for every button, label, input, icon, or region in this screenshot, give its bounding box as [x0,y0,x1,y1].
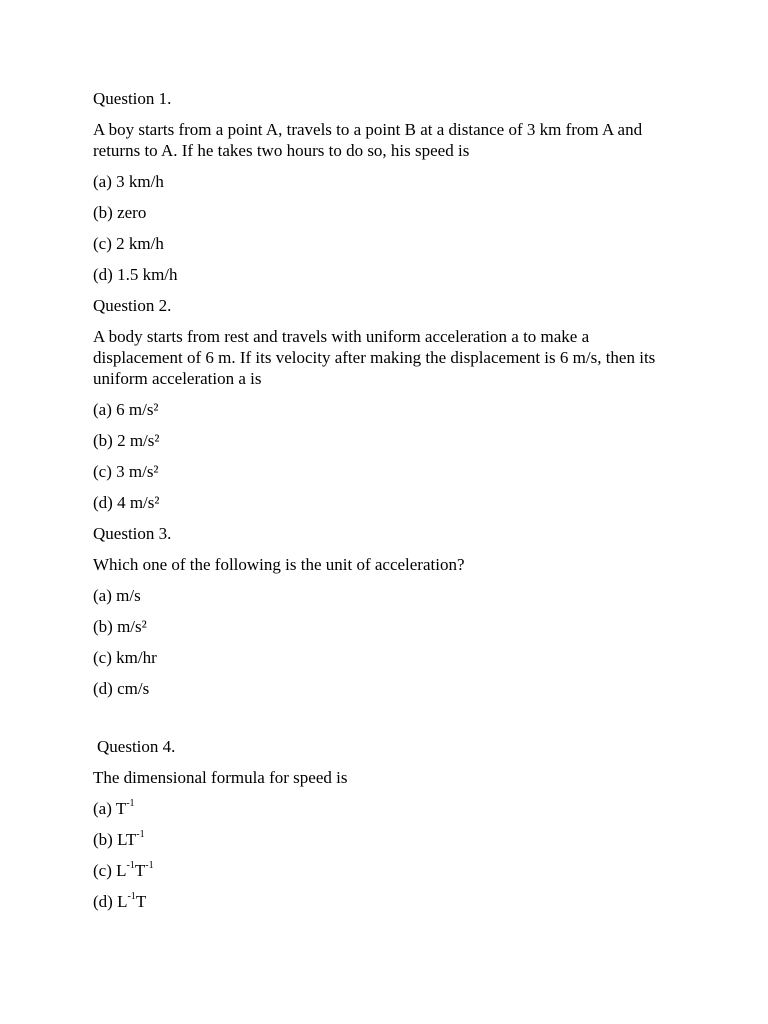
question-1-text: A boy starts from a point A, travels to a point B at a distance of 3 km from A and returns to A. If he takes two hours to do so, his speed is [93,120,643,160]
question-3-text: Which one of the following is the unit of acceleration? [93,555,465,574]
formula-base: LT [117,830,137,849]
question-3-heading: Question 3. [93,524,172,543]
question-1-heading: Question 1. [93,89,172,108]
formula-exponent: -1 [127,891,136,903]
formula-exponent: -1 [136,829,145,841]
formula-exponent: -1 [126,798,135,810]
option-prefix: (a) [93,799,116,818]
question-4-heading: Question 4. [97,737,176,756]
question-3-option-c: (c) km/hr [93,648,157,667]
question-2-heading: Question 2. [93,296,172,315]
question-1-option-d: (d) 1.5 km/h [93,265,178,284]
question-3-option-d: (d) cm/s [93,679,150,698]
question-3-option-a: (a) m/s [93,586,141,605]
option-prefix: (c) [93,861,117,880]
formula-base: L [117,892,128,911]
option-prefix: (b) [93,830,118,849]
question-4-option-d [93,891,683,912]
formula-exponent: -1 [126,860,135,872]
question-3-option-b: (b) m/s² [93,617,147,636]
question-4-text: The dimensional formula for speed is [93,768,348,787]
formula-base: T [134,861,146,880]
document-content [93,88,683,912]
formula-base: T [135,892,147,911]
question-4-option-a [93,798,683,819]
formula-base: L [116,861,127,880]
question-1-option-c: (c) 2 km/h [93,234,164,253]
question-2-option-a: (a) 6 m/s² [93,400,159,419]
question-2-option-c: (c) 3 m/s² [93,462,159,481]
question-4-option-c [93,860,683,881]
question-1-option-a: (a) 3 km/h [93,172,164,191]
formula-base: T [115,799,127,818]
option-prefix: (d) [93,892,118,911]
question-2-text: A body starts from rest and travels with uniform acceleration a to make a displacement of 6 m. If its velocity after making the displacement is 6 m/s, then its uniform acceleration a is [93,327,656,388]
question-4-option-b [93,829,683,850]
question-2-option-b: (b) 2 m/s² [93,431,160,450]
formula-exponent: -1 [145,860,154,872]
question-2-option-d: (d) 4 m/s² [93,493,160,512]
question-1-option-b: (b) zero [93,203,147,222]
